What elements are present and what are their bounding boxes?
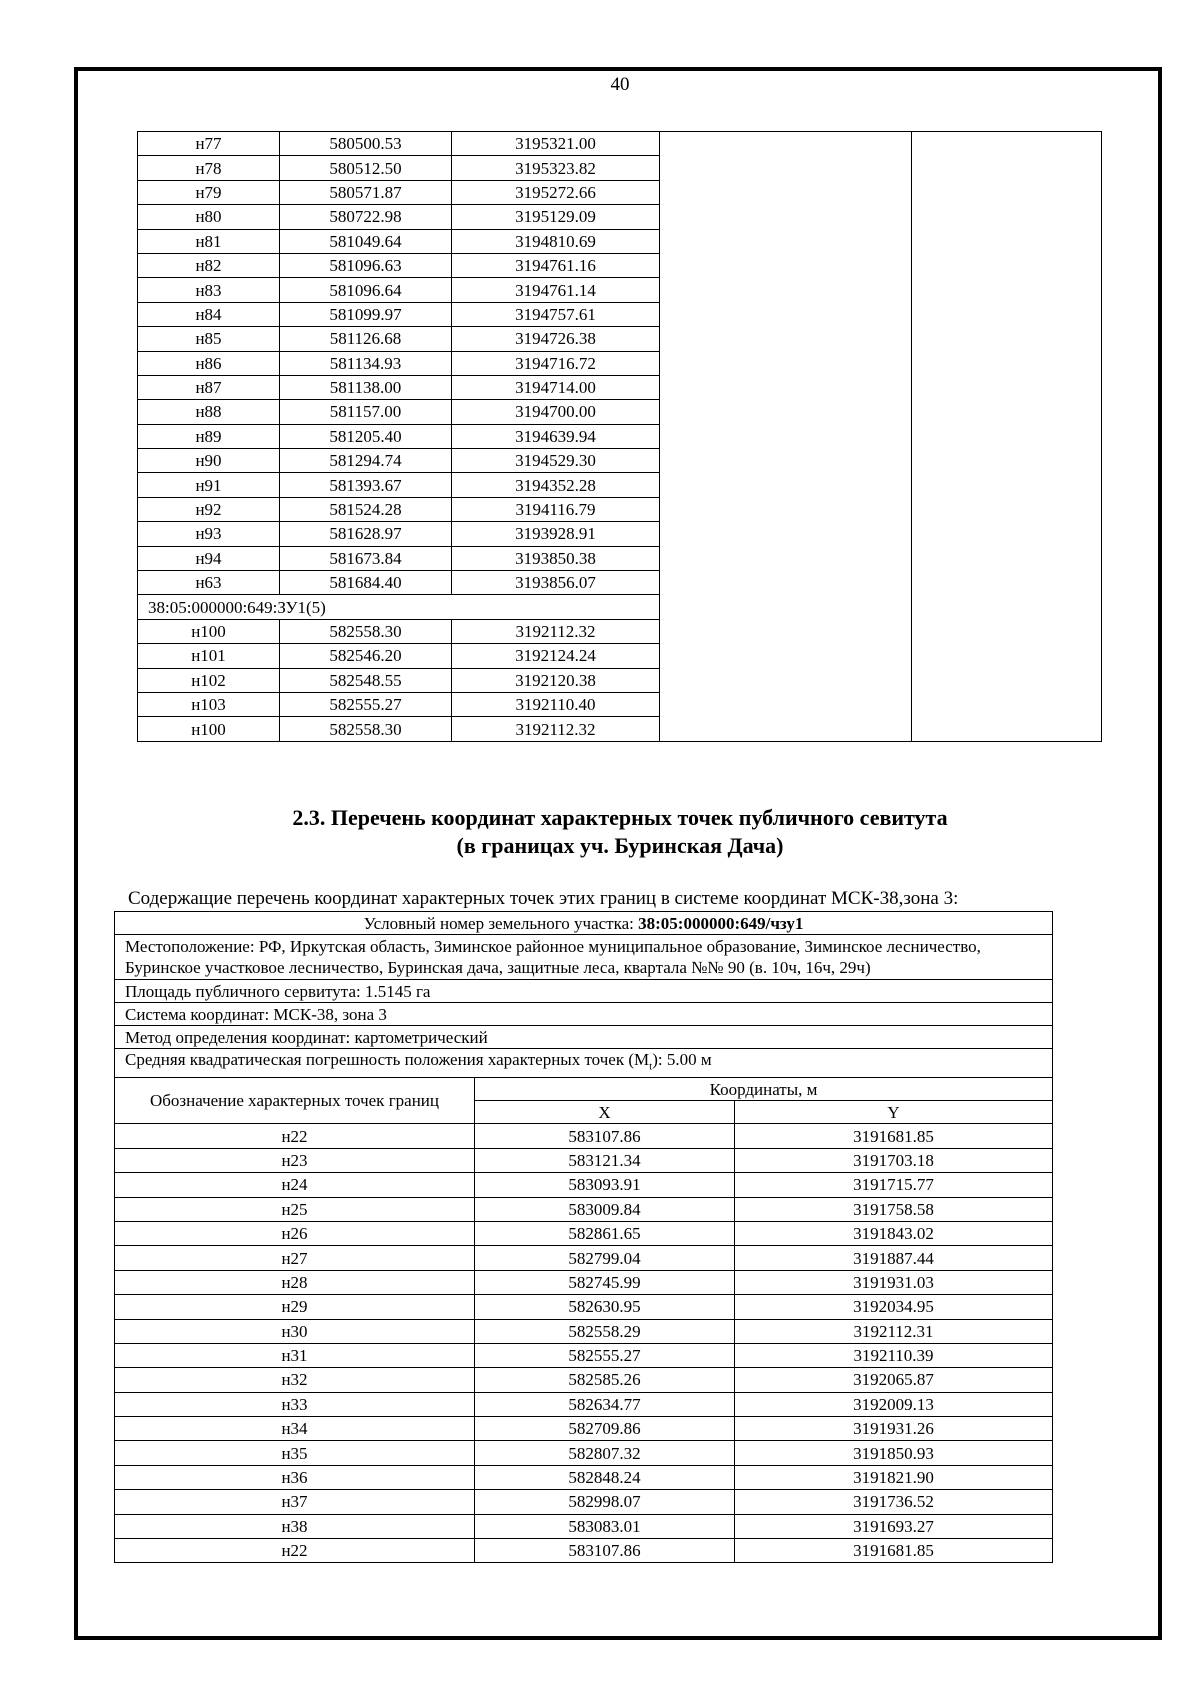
point-name: н22 bbox=[115, 1124, 475, 1148]
coord-x: 583093.91 bbox=[475, 1173, 735, 1197]
coord-y: 3191681.85 bbox=[735, 1124, 1053, 1148]
coord-x: 580571.87 bbox=[280, 180, 452, 204]
point-name: н23 bbox=[115, 1148, 475, 1172]
coord-y: 3191758.58 bbox=[735, 1197, 1053, 1221]
coord-y: 3194639.94 bbox=[452, 424, 660, 448]
point-name: н24 bbox=[115, 1173, 475, 1197]
coord-y: 3192009.13 bbox=[735, 1392, 1053, 1416]
table-row bbox=[115, 1173, 1053, 1197]
table-row bbox=[115, 1514, 1053, 1538]
area-text: Площадь публичного сервитута: 1.5145 га bbox=[115, 980, 1053, 1003]
coord-y: 3192065.87 bbox=[735, 1368, 1053, 1392]
coord-y: 3191715.77 bbox=[735, 1173, 1053, 1197]
coord-x: 582558.30 bbox=[280, 619, 452, 643]
coord-x: 582558.30 bbox=[280, 717, 452, 741]
table-row bbox=[115, 1368, 1053, 1392]
table-row bbox=[115, 1148, 1053, 1172]
error-subscript: t bbox=[649, 1060, 653, 1073]
col-coords-header: Координаты, м bbox=[475, 1078, 1053, 1101]
coord-x: 582555.27 bbox=[280, 692, 452, 716]
point-name: н91 bbox=[138, 473, 280, 497]
coord-y: 3194726.38 bbox=[452, 327, 660, 351]
coord-y: 3194761.14 bbox=[452, 278, 660, 302]
table-row bbox=[115, 1392, 1053, 1416]
point-name: н100 bbox=[138, 717, 280, 741]
point-name: н77 bbox=[138, 132, 280, 156]
table-row bbox=[115, 1343, 1053, 1367]
point-name: н22 bbox=[115, 1539, 475, 1563]
coord-x: 581628.97 bbox=[280, 522, 452, 546]
coord-y: 3191681.85 bbox=[735, 1539, 1053, 1563]
coord-x: 581393.67 bbox=[280, 473, 452, 497]
point-name: н25 bbox=[115, 1197, 475, 1221]
point-name: н33 bbox=[115, 1392, 475, 1416]
coord-y: 3192112.32 bbox=[452, 619, 660, 643]
system-text: Система координат: МСК-38, зона 3 bbox=[115, 1003, 1053, 1026]
coord-x: 582634.77 bbox=[475, 1392, 735, 1416]
error-row bbox=[115, 1049, 1053, 1078]
table-row bbox=[115, 1295, 1053, 1319]
coord-x: 581205.40 bbox=[280, 424, 452, 448]
point-name: н85 bbox=[138, 327, 280, 351]
coord-y: 3194761.16 bbox=[452, 253, 660, 277]
table-row bbox=[115, 1465, 1053, 1489]
coord-y: 3195321.00 bbox=[452, 132, 660, 156]
coord-x: 582546.20 bbox=[280, 644, 452, 668]
coord-y: 3193928.91 bbox=[452, 522, 660, 546]
table-row bbox=[115, 1270, 1053, 1294]
point-name: н90 bbox=[138, 449, 280, 473]
coord-x: 581049.64 bbox=[280, 229, 452, 253]
coord-x: 583121.34 bbox=[475, 1148, 735, 1172]
section-title bbox=[150, 804, 1090, 860]
coord-y: 3191703.18 bbox=[735, 1148, 1053, 1172]
error-text: Средняя квадратическая погрешность положения характерных точек (M bbox=[125, 1050, 650, 1069]
point-name: н100 bbox=[138, 619, 280, 643]
coord-x: 581096.64 bbox=[280, 278, 452, 302]
coord-y: 3192110.40 bbox=[452, 692, 660, 716]
point-name: н94 bbox=[138, 546, 280, 570]
coord-x: 582848.24 bbox=[475, 1465, 735, 1489]
table-row bbox=[115, 1441, 1053, 1465]
parcel-number-value: 38:05:000000:649/чзу1 bbox=[638, 913, 804, 933]
point-name: н35 bbox=[115, 1441, 475, 1465]
location-row bbox=[115, 935, 1053, 980]
method-text: Метод определения координат: картометрический bbox=[115, 1026, 1053, 1049]
coord-x: 583107.86 bbox=[475, 1539, 735, 1563]
coord-x: 581138.00 bbox=[280, 375, 452, 399]
coord-y: 3191843.02 bbox=[735, 1221, 1053, 1245]
point-name: н30 bbox=[115, 1319, 475, 1343]
coord-y: 3194714.00 bbox=[452, 375, 660, 399]
point-name: н86 bbox=[138, 351, 280, 375]
point-name: н28 bbox=[115, 1270, 475, 1294]
table-row bbox=[115, 1246, 1053, 1270]
point-name: н81 bbox=[138, 229, 280, 253]
coord-y: 3192034.95 bbox=[735, 1295, 1053, 1319]
col-y-header: Y bbox=[735, 1101, 1053, 1124]
coord-x: 581096.63 bbox=[280, 253, 452, 277]
point-name: н93 bbox=[138, 522, 280, 546]
coord-y: 3192112.31 bbox=[735, 1319, 1053, 1343]
coord-y: 3194810.69 bbox=[452, 229, 660, 253]
coord-y: 3194529.30 bbox=[452, 449, 660, 473]
coord-y: 3195272.66 bbox=[452, 180, 660, 204]
point-name: н27 bbox=[115, 1246, 475, 1270]
point-name: н34 bbox=[115, 1417, 475, 1441]
location-text: Местоположение: РФ, Иркутская область, Зиминское районное муниципальное образование, Зиминское лесничество, Буринское участковое лесничество, Буринская дача, защитные леса, квартала №№ 90 (в. 10ч, 16ч, 29ч) bbox=[115, 935, 1053, 980]
coord-y: 3192124.24 bbox=[452, 644, 660, 668]
coord-y: 3191887.44 bbox=[735, 1246, 1053, 1270]
coord-x: 582558.29 bbox=[475, 1319, 735, 1343]
section-title-line2: (в границах уч. Буринская Дача) bbox=[456, 833, 784, 858]
coord-x: 580500.53 bbox=[280, 132, 452, 156]
coord-y: 3193850.38 bbox=[452, 546, 660, 570]
point-name: н78 bbox=[138, 156, 280, 180]
coord-x: 583083.01 bbox=[475, 1514, 735, 1538]
coord-x: 582548.55 bbox=[280, 668, 452, 692]
servitude-coordinates-table bbox=[114, 911, 1053, 1563]
coord-x: 581134.93 bbox=[280, 351, 452, 375]
point-name: н84 bbox=[138, 302, 280, 326]
coord-x: 581126.68 bbox=[280, 327, 452, 351]
system-row bbox=[115, 1003, 1053, 1026]
coord-x: 581099.97 bbox=[280, 302, 452, 326]
coord-x: 582861.65 bbox=[475, 1221, 735, 1245]
point-name: н102 bbox=[138, 668, 280, 692]
coord-x: 583107.86 bbox=[475, 1124, 735, 1148]
point-name: н63 bbox=[138, 571, 280, 595]
coordinates-table-continued bbox=[137, 131, 1102, 742]
parcel-label: 38:05:000000:649:ЗУ1(5) bbox=[138, 595, 660, 619]
col-points-header: Обозначение характерных точек границ bbox=[115, 1078, 475, 1124]
coord-x: 582555.27 bbox=[475, 1343, 735, 1367]
coord-y: 3192110.39 bbox=[735, 1343, 1053, 1367]
point-name: н37 bbox=[115, 1490, 475, 1514]
empty-column bbox=[660, 132, 912, 742]
coord-y: 3194116.79 bbox=[452, 497, 660, 521]
coord-y: 3194757.61 bbox=[452, 302, 660, 326]
coord-x: 583009.84 bbox=[475, 1197, 735, 1221]
point-name: н79 bbox=[138, 180, 280, 204]
parcel-number-label: Условный номер земельного участка: bbox=[363, 913, 639, 933]
table-row bbox=[138, 132, 1102, 156]
coord-y: 3194700.00 bbox=[452, 400, 660, 424]
coord-x: 582998.07 bbox=[475, 1490, 735, 1514]
point-name: н36 bbox=[115, 1465, 475, 1489]
table-row bbox=[115, 1319, 1053, 1343]
coord-y: 3192120.38 bbox=[452, 668, 660, 692]
coord-x: 580722.98 bbox=[280, 205, 452, 229]
empty-column bbox=[912, 132, 1102, 742]
coord-x: 581157.00 bbox=[280, 400, 452, 424]
coord-y: 3194716.72 bbox=[452, 351, 660, 375]
coord-y: 3194352.28 bbox=[452, 473, 660, 497]
coord-y: 3191693.27 bbox=[735, 1514, 1053, 1538]
coord-x: 582807.32 bbox=[475, 1441, 735, 1465]
page-number: 40 bbox=[610, 74, 630, 95]
coord-x: 582709.86 bbox=[475, 1417, 735, 1441]
coord-x: 582799.04 bbox=[475, 1246, 735, 1270]
intro-text: Содержащие перечень координат характерных точек этих границ в системе координат МСК-38,зона 3: bbox=[128, 888, 959, 909]
coord-x: 582745.99 bbox=[475, 1270, 735, 1294]
point-name: н103 bbox=[138, 692, 280, 716]
table-row bbox=[115, 1490, 1053, 1514]
point-name: н87 bbox=[138, 375, 280, 399]
point-name: н38 bbox=[115, 1514, 475, 1538]
point-name: н80 bbox=[138, 205, 280, 229]
area-row bbox=[115, 980, 1053, 1003]
coord-x: 581524.28 bbox=[280, 497, 452, 521]
header-row bbox=[115, 1078, 1053, 1101]
coord-y: 3191931.03 bbox=[735, 1270, 1053, 1294]
point-name: н89 bbox=[138, 424, 280, 448]
section-title-line1: 2.3. Перечень координат характерных точек публичного севитута bbox=[292, 805, 948, 830]
table-row bbox=[115, 1124, 1053, 1148]
table-row bbox=[115, 1197, 1053, 1221]
point-name: н26 bbox=[115, 1221, 475, 1245]
table-row bbox=[115, 1539, 1053, 1563]
coord-y: 3191736.52 bbox=[735, 1490, 1053, 1514]
coord-y: 3191931.26 bbox=[735, 1417, 1053, 1441]
point-name: н29 bbox=[115, 1295, 475, 1319]
point-name: н92 bbox=[138, 497, 280, 521]
coord-x: 582585.26 bbox=[475, 1368, 735, 1392]
point-name: н32 bbox=[115, 1368, 475, 1392]
table-row bbox=[115, 1417, 1053, 1441]
point-name: н82 bbox=[138, 253, 280, 277]
parcel-number-row bbox=[115, 912, 1053, 935]
coord-x: 581684.40 bbox=[280, 571, 452, 595]
coord-y: 3193856.07 bbox=[452, 571, 660, 595]
point-name: н31 bbox=[115, 1343, 475, 1367]
coord-y: 3195323.82 bbox=[452, 156, 660, 180]
error-value: ): 5.00 м bbox=[652, 1050, 712, 1069]
coord-y: 3191850.93 bbox=[735, 1441, 1053, 1465]
table-row bbox=[115, 1221, 1053, 1245]
coord-y: 3192112.32 bbox=[452, 717, 660, 741]
coord-x: 581294.74 bbox=[280, 449, 452, 473]
coord-x: 580512.50 bbox=[280, 156, 452, 180]
point-name: н101 bbox=[138, 644, 280, 668]
coord-y: 3191821.90 bbox=[735, 1465, 1053, 1489]
method-row bbox=[115, 1026, 1053, 1049]
coord-y: 3195129.09 bbox=[452, 205, 660, 229]
coord-x: 582630.95 bbox=[475, 1295, 735, 1319]
col-x-header: X bbox=[475, 1101, 735, 1124]
point-name: н83 bbox=[138, 278, 280, 302]
point-name: н88 bbox=[138, 400, 280, 424]
coord-x: 581673.84 bbox=[280, 546, 452, 570]
